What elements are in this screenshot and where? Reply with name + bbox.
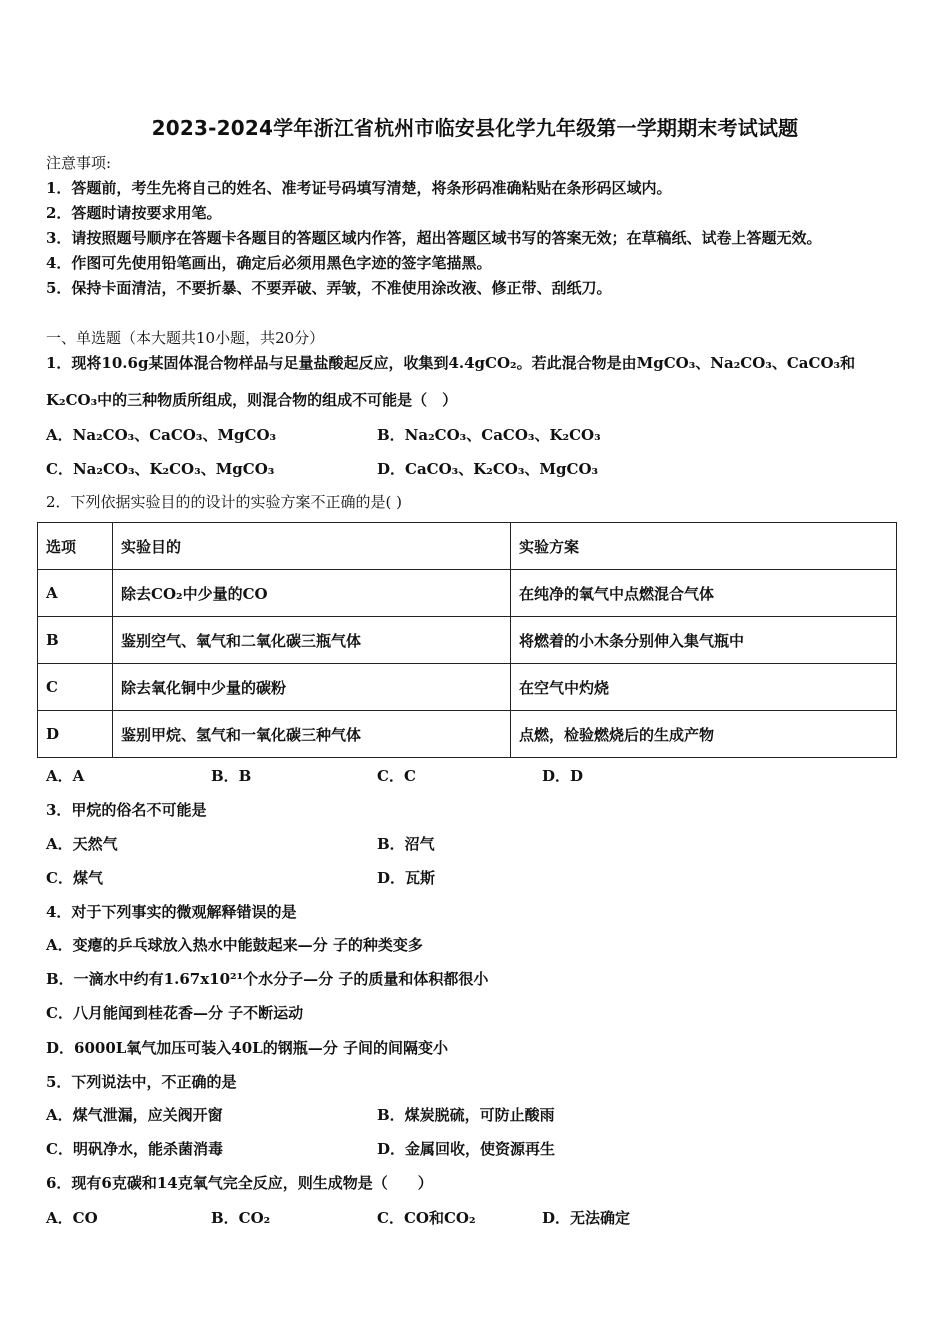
q5-option-c: C．明矾净水，能杀菌消毒 xyxy=(46,1140,223,1158)
table-row xyxy=(38,570,897,617)
table-cell: 将燃着的小木条分别伸入集气瓶中 xyxy=(511,617,897,664)
q1-stem-cont: K₂CO₃中的三种物质所组成，则混合物的组成不可能是（ ） xyxy=(46,391,458,409)
table-cell: 点燃，检验燃烧后的生成产物 xyxy=(511,711,897,758)
page-title: 2023-2024学年浙江省杭州市临安县化学九年级第一学期期末考试试题 xyxy=(151,116,799,140)
notice-item: 4．作图可先使用铅笔画出，确定后必须用黑色字迹的签字笔描黑。 xyxy=(46,254,492,272)
q5-stem: 5．下列说法中，不正确的是 xyxy=(46,1073,237,1091)
table-header: 实验目的 xyxy=(113,523,511,570)
q6-option-b: B．CO₂ xyxy=(211,1209,271,1227)
table-cell: 在空气中灼烧 xyxy=(511,664,897,711)
q1-option-d: D．CaCO₃、K₂CO₃、MgCO₃ xyxy=(377,460,599,478)
q3-option-c: C．煤气 xyxy=(46,869,103,887)
q4-option-a: A．变瘪的乒乓球放入热水中能鼓起来—分 子的种类变多 xyxy=(46,936,423,954)
q1-option-a: A．Na₂CO₃、CaCO₃、MgCO₃ xyxy=(46,426,277,444)
table-row xyxy=(38,664,897,711)
table-cell: 在纯净的氧气中点燃混合气体 xyxy=(511,570,897,617)
q4-stem: 4．对于下列事实的微观解释错误的是 xyxy=(46,903,297,921)
q3-stem: 3．甲烷的俗名不可能是 xyxy=(46,801,207,819)
q2-option-a: A．A xyxy=(46,767,85,785)
q1-option-b: B．Na₂CO₃、CaCO₃、K₂CO₃ xyxy=(377,426,601,444)
q2-option-d: D．D xyxy=(542,767,584,785)
notice-item: 5．保持卡面清洁，不要折暴、不要弄破、弄皱，不准使用涂改液、修正带、刮纸刀。 xyxy=(46,279,612,297)
table-header-row xyxy=(38,523,897,570)
q3-option-a: A．天然气 xyxy=(46,835,118,853)
q4-option-b: B．一滴水中约有1.67x10²¹个水分子—分 子的质量和体积都很小 xyxy=(46,970,489,988)
q4-option-c: C．八月能闻到桂花香—分 子不断运动 xyxy=(46,1004,304,1022)
q4-option-d: D．6000L氧气加压可装入40L的钢瓶—分 子间的间隔变小 xyxy=(46,1039,448,1057)
q2-option-b: B．B xyxy=(211,767,252,785)
experiment-table xyxy=(37,522,897,758)
notice-item: 2．答题时请按要求用笔。 xyxy=(46,204,222,222)
table-header: 选项 xyxy=(38,523,113,570)
table-cell: 鉴别空气、氧气和二氧化碳三瓶气体 xyxy=(113,617,511,664)
table-cell: C xyxy=(38,664,113,711)
q2-option-c: C．C xyxy=(377,767,416,785)
q1-option-c: C．Na₂CO₃、K₂CO₃、MgCO₃ xyxy=(46,460,275,478)
q5-option-b: B．煤炭脱硫，可防止酸雨 xyxy=(377,1106,555,1124)
table-cell: 除去氧化铜中少量的碳粉 xyxy=(113,664,511,711)
table-cell: D xyxy=(38,711,113,758)
q2-stem: 2．下列依据实验目的的设计的实验方案不正确的是( ) xyxy=(46,493,403,511)
q3-option-b: B．沼气 xyxy=(377,835,435,853)
table-cell: 除去CO₂中少量的CO xyxy=(113,570,511,617)
q6-option-c: C．CO和CO₂ xyxy=(377,1209,476,1227)
table-cell: A xyxy=(38,570,113,617)
table-cell: B xyxy=(38,617,113,664)
q3-option-d: D．瓦斯 xyxy=(377,869,436,887)
table-cell: 鉴别甲烷、氢气和一氧化碳三种气体 xyxy=(113,711,511,758)
table-row xyxy=(38,617,897,664)
q5-option-a: A．煤气泄漏，应关阀开窗 xyxy=(46,1106,223,1124)
notice-item: 3．请按照题号顺序在答题卡各题目的答题区域内作答，超出答题区域书写的答案无效；在草稿纸、试卷上答题无效。 xyxy=(46,229,822,247)
q5-option-d: D．金属回收，使资源再生 xyxy=(377,1140,556,1158)
table-row xyxy=(38,711,897,758)
notice-item: 1．答题前，考生先将自己的姓名、准考证号码填写清楚，将条形码准确粘贴在条形码区域内。 xyxy=(46,179,672,197)
q1-stem: 1．现将10.6g某固体混合物样品与足量盐酸起反应，收集到4.4gCO₂。若此混合物是由MgCO₃、Na₂CO₃、CaCO₃和 xyxy=(46,354,856,372)
section-heading: 一、单选题（本大题共10小题，共20分） xyxy=(46,329,325,347)
q6-option-d: D．无法确定 xyxy=(542,1209,631,1227)
table-header: 实验方案 xyxy=(511,523,897,570)
q6-option-a: A．CO xyxy=(46,1209,98,1227)
q6-stem: 6．现有6克碳和14克氧气完全反应，则生成物是（ ） xyxy=(46,1174,433,1192)
notice-heading: 注意事项: xyxy=(46,154,112,172)
